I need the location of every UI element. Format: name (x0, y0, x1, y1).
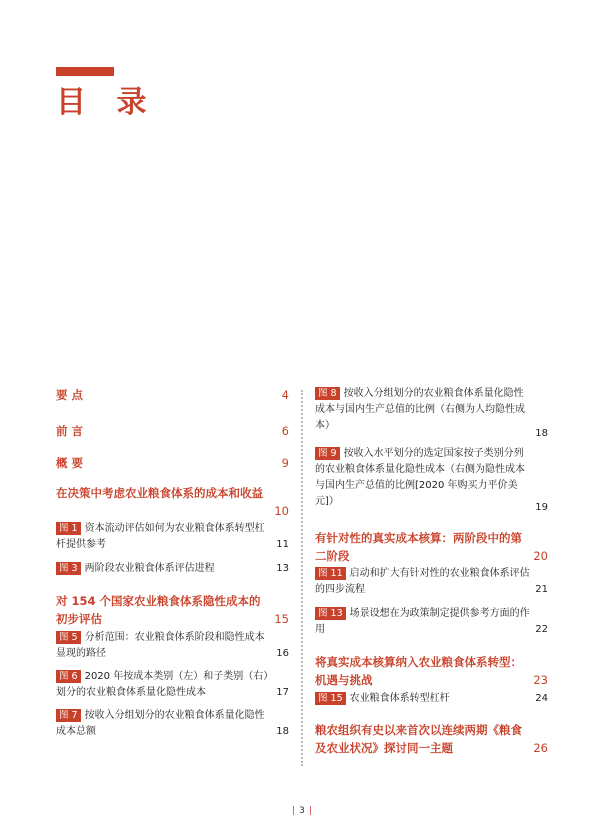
toc-figure-text: 分析范围：农业粮食体系阶段和隐性成本显现的路径 (56, 632, 265, 659)
toc-section-title: 在决策中考虑农业粮食体系的成本和收益 (56, 486, 263, 500)
toc-page-number: 18 (276, 726, 289, 737)
toc-page-number: 17 (276, 687, 289, 698)
toc-figure-7[interactable] (56, 708, 289, 740)
footer-separator: | (308, 806, 312, 816)
toc-section-title: 对 154 个国家农业粮食体系隐性成本的初步评估 (56, 594, 261, 626)
toc-section-title: 概 要 (56, 456, 84, 470)
page-title: 目 录 (56, 85, 157, 120)
column-divider (301, 390, 303, 766)
figure-tag: 图 1 (56, 522, 81, 535)
toc-figure-line (315, 386, 530, 434)
toc-section-fao-two-editions[interactable] (315, 721, 548, 757)
toc-section-154-countries[interactable] (56, 592, 289, 628)
toc-figure-11[interactable] (315, 566, 548, 598)
figure-tag: 图 13 (315, 607, 346, 620)
footer-separator: | (292, 806, 296, 816)
toc-figure-3[interactable] (56, 561, 289, 577)
toc-section-title: 将真实成本核算纳入农业粮食体系转型：机遇与挑战 (315, 655, 522, 687)
toc-figure-1[interactable] (56, 521, 289, 553)
toc-figure-9[interactable] (315, 446, 548, 513)
toc-page-number: 13 (276, 563, 289, 574)
toc-page-number: 19 (535, 502, 548, 513)
toc-section-integrating-tca[interactable] (315, 653, 548, 689)
toc-page-number: 21 (535, 584, 548, 595)
toc-page-number: 18 (535, 428, 548, 439)
toc-page-number: 11 (276, 539, 289, 550)
figure-tag: 图 9 (315, 447, 340, 460)
figure-tag: 图 3 (56, 562, 81, 575)
toc-section-summary[interactable] (56, 454, 289, 472)
toc-figure-13[interactable] (315, 606, 548, 638)
page-number-footer (0, 806, 604, 816)
toc-figure-text: 资本流动评估如何为农业粮食体系转型杠杆提供参考 (56, 523, 265, 550)
toc-figure-line (56, 708, 271, 740)
toc-figure-line (56, 669, 271, 701)
toc-page-number: 6 (281, 424, 289, 438)
toc-figure-line (315, 691, 530, 707)
toc-section-title: 要 点 (56, 388, 84, 402)
figure-tag: 图 15 (315, 692, 346, 705)
toc-section-title: 粮农组织有史以来首次以连续两期《粮食及农业状况》探讨同一主题 (315, 723, 522, 755)
toc-section-targeted-tca[interactable] (315, 529, 548, 565)
toc-figure-text: 按收入分组划分的农业粮食体系量化隐性成本总额 (56, 710, 265, 737)
toc-figure-text: 农业粮食体系转型杠杆 (349, 693, 450, 704)
toc-page-number: 16 (276, 648, 289, 659)
toc-page-number: 20 (533, 549, 548, 563)
toc-figure-text: 按收入分组划分的农业粮食体系量化隐性成本与国内生产总值的比例（右侧为人均隐性成本） (315, 388, 525, 431)
toc-figure-8[interactable] (315, 386, 548, 439)
toc-figure-text: 两阶段农业粮食体系评估进程 (84, 563, 215, 574)
page-number: 3 (299, 806, 305, 816)
toc-figure-line (315, 446, 530, 510)
toc-figure-line (315, 566, 530, 598)
figure-tag: 图 5 (56, 631, 81, 644)
toc-figure-text: 2020 年按成本类别（左）和子类别（右）划分的农业粮食体系量化隐性成本 (56, 671, 269, 698)
toc-figure-line (56, 630, 271, 662)
toc-figure-line (56, 521, 271, 553)
toc-page-number: 22 (535, 624, 548, 635)
toc-figure-text: 按收入水平划分的选定国家按子类别分列的农业粮食体系量化隐性成本（右侧为隐性成本与国内生产总值的比例[2020 年购买力平价美元]） (315, 448, 525, 507)
toc-page-number: 9 (281, 456, 289, 470)
toc-figure-5[interactable] (56, 630, 289, 662)
figure-tag: 图 8 (315, 387, 340, 400)
toc-section-foreword[interactable] (56, 422, 289, 440)
figure-tag: 图 11 (315, 567, 346, 580)
toc-page-number: 23 (533, 673, 548, 687)
toc-page-number: 4 (281, 388, 289, 402)
toc-figure-line (56, 561, 271, 577)
toc-figure-15[interactable] (315, 691, 548, 707)
toc-section-decision-making[interactable] (56, 484, 289, 518)
toc-figure-line (315, 606, 530, 638)
toc-page-number: 10 (274, 504, 289, 518)
toc-page-number: 26 (533, 741, 548, 755)
toc-section-title: 有针对性的真实成本核算：两阶段中的第二阶段 (315, 531, 522, 563)
toc-figure-text: 启动和扩大有针对性的农业粮食体系评估的四步流程 (315, 568, 530, 595)
toc-figure-text: 场景设想在为政策制定提供参考方面的作用 (315, 608, 530, 635)
toc-page-number: 24 (535, 693, 548, 704)
toc-section-title: 前 言 (56, 424, 84, 438)
title-accent-bar (56, 67, 114, 76)
toc-section-key-points[interactable] (56, 386, 289, 404)
figure-tag: 图 7 (56, 709, 81, 722)
toc-page-number: 15 (274, 612, 289, 626)
figure-tag: 图 6 (56, 670, 81, 683)
toc-figure-6[interactable] (56, 669, 289, 701)
